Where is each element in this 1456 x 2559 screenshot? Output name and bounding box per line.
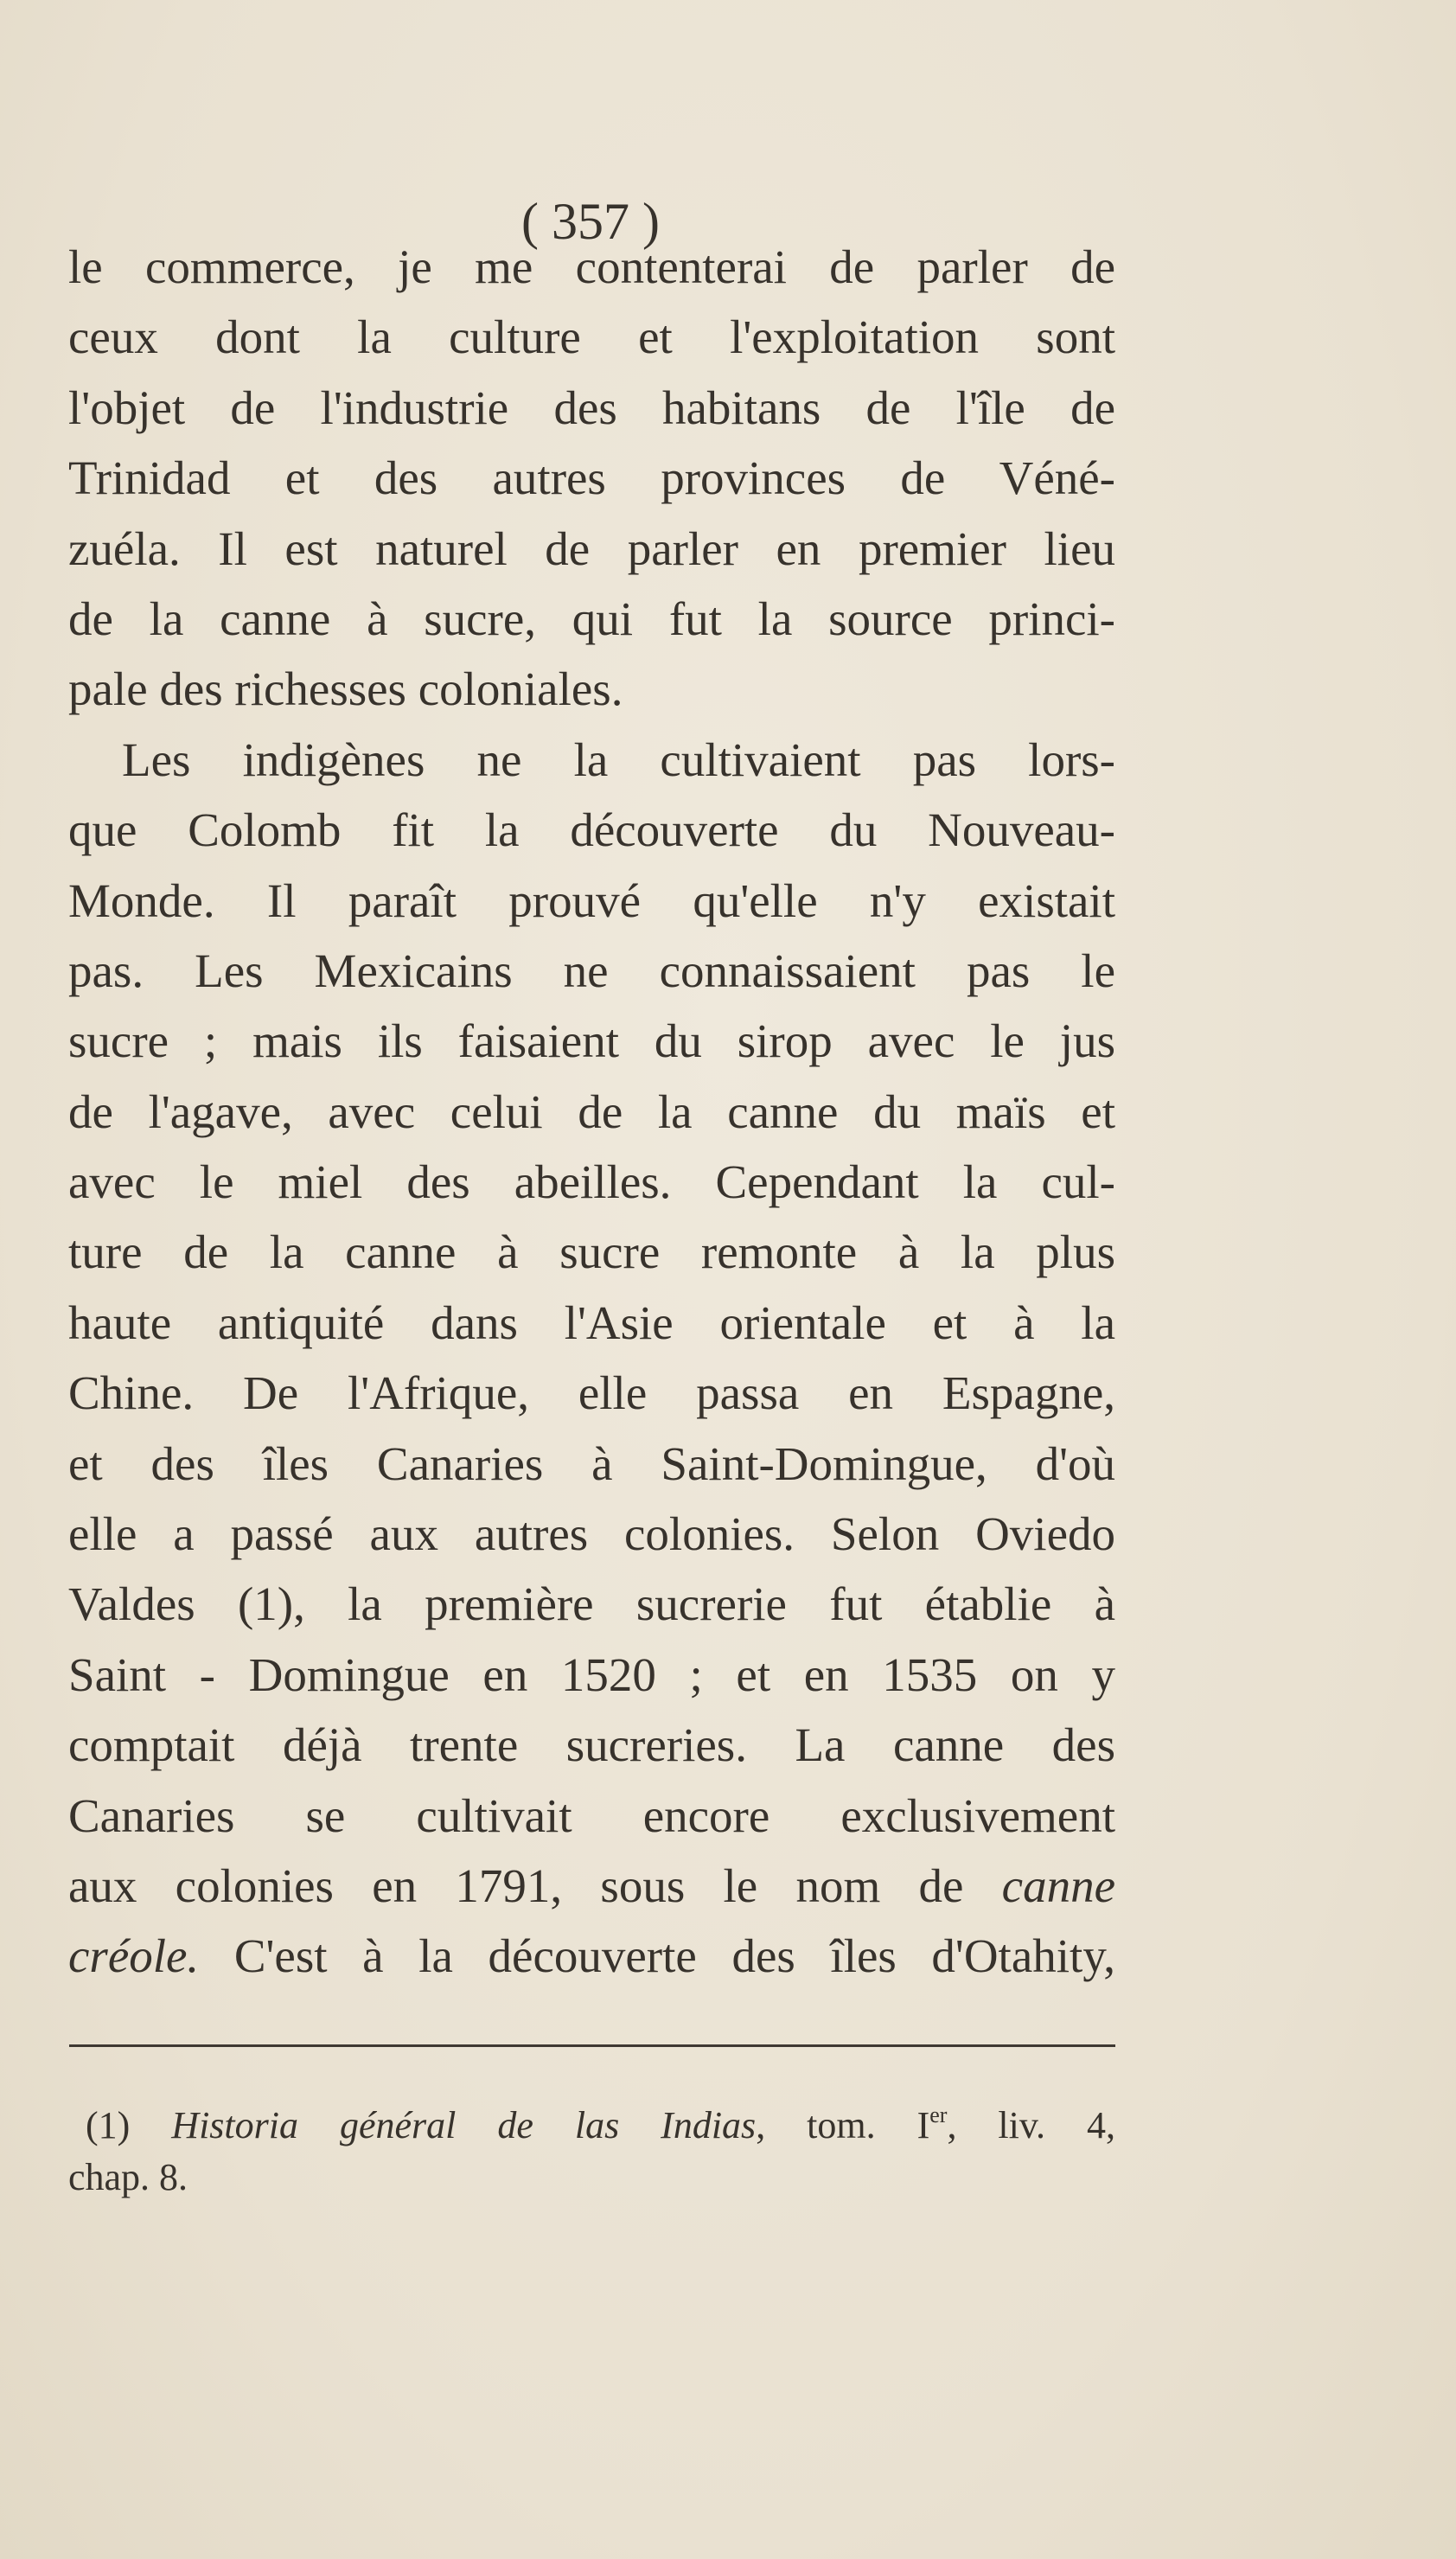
text-line: ceux dont la culture et l'exploitation sont	[68, 310, 1115, 364]
text-line: Saint - Domingue en 1520 ; et en 1535 on y	[68, 1647, 1115, 1701]
text-line: elle a passé aux autres colonies. Selon Oviedo	[68, 1507, 1115, 1561]
footnote-divider	[69, 2044, 1115, 2047]
text-line: Valdes (1), la première sucrerie fut établie à	[68, 1577, 1115, 1631]
footnote-superscript: er	[929, 2102, 948, 2127]
text-line: Canaries se cultivait encore exclusivement	[68, 1788, 1115, 1842]
text-line: l'objet de l'industrie des habitans de l'île de	[68, 381, 1115, 434]
text-line: Trinidad et des autres provinces de Véné-	[68, 451, 1115, 505]
text-line: de la canne à sucre, qui fut la source princi-	[68, 592, 1115, 645]
footnote-line	[68, 2084, 1115, 2146]
text-line: le commerce, je me contenterai de parler de	[68, 240, 1115, 293]
text-line: haute antiquité dans l'Asie orientale et à la	[68, 1295, 1115, 1349]
text-line	[68, 1851, 1115, 1921]
footnote-text: , liv. 4,	[947, 2104, 1115, 2146]
text-line: et des îles Canaries à Saint-Domingue, d'où	[68, 1436, 1115, 1490]
body-text	[68, 232, 1115, 1992]
text-line: zuéla. Il est naturel de parler en premier lieu	[68, 521, 1115, 575]
text-span: C'est à la découverte des îles d'Otahity,	[199, 1929, 1115, 1983]
footnotes	[68, 2084, 1115, 2209]
text-line: de l'agave, avec celui de la canne du maïs et	[68, 1084, 1115, 1138]
footnote-marker: (1)	[86, 2104, 172, 2146]
text-line: Les indigènes ne la cultivaient pas lors-	[122, 733, 1115, 786]
page-number: ( 357 )	[521, 193, 660, 250]
text-span: aux colonies en 1791, sous le nom de	[68, 1858, 1002, 1912]
footnote-line: chap. 8.	[68, 2156, 188, 2198]
text-line: pale des richesses coloniales.	[68, 662, 623, 716]
text-line: Monde. Il paraît prouvé qu'elle n'y existait	[68, 873, 1115, 927]
footnote-title: Historia général de las Indias	[171, 2104, 757, 2146]
text-line	[68, 1921, 1115, 1991]
text-line: sucre ; mais ils faisaient du sirop avec le jus	[68, 1014, 1115, 1068]
text-line: ture de la canne à sucre remonte à la plus	[68, 1225, 1115, 1279]
italic-text: canne	[1001, 1858, 1115, 1912]
text-line: que Colomb fit la découverte du Nouveau-	[68, 803, 1115, 857]
text-line: Chine. De l'Afrique, elle passa en Espagne,	[68, 1366, 1115, 1420]
footnote-text: , tom. I	[756, 2104, 930, 2146]
text-line: comptait déjà trente sucreries. La canne des	[68, 1718, 1115, 1772]
text-line: pas. Les Mexicains ne connaissaient pas le	[68, 944, 1115, 997]
italic-text: créole.	[68, 1929, 200, 1983]
text-line: avec le miel des abeilles. Cependant la cul-	[68, 1155, 1115, 1209]
